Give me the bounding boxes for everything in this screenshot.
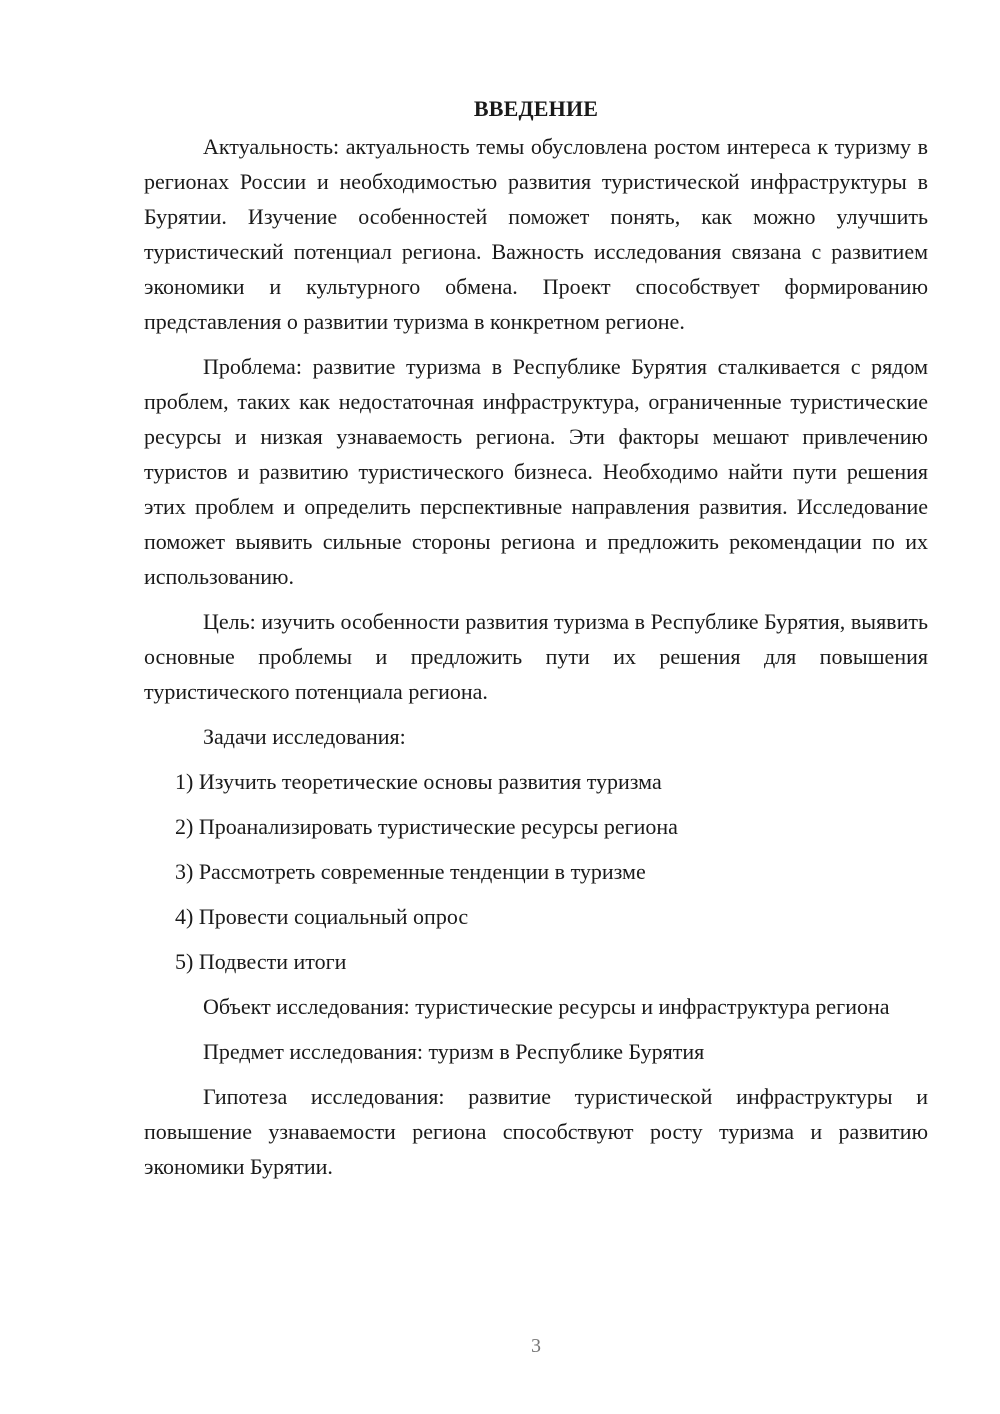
goal-paragraph: Цель: изучить особенности развития туризма в Республике Бурятия, выявить основные проблемы и предложить пути их решения для повышения туристического потенциала региона. bbox=[144, 609, 928, 704]
task-list bbox=[144, 764, 928, 979]
tasks-intro: Задачи исследования: bbox=[203, 724, 406, 749]
page-content bbox=[144, 92, 928, 1194]
task-item: 1) Изучить теоретические основы развития туризма bbox=[175, 769, 662, 794]
problem-paragraph: Проблема: развитие туризма в Республике Бурятия сталкивается с рядом проблем, таких как недостаточная инфраструктура, ограниченные туристические ресурсы и низкая узнаваемость региона. Эти факторы мешают привлечению туристов и развитию туристического бизнеса. Необходимо найти пути решения этих проблем и определить перспективные направления развития. Исследование поможет выявить сильные стороны региона и предложить рекомендации по их использованию. bbox=[144, 354, 928, 589]
task-item: 3) Рассмотреть современные тенденции в туризме bbox=[175, 859, 646, 884]
task-item: 4) Провести социальный опрос bbox=[175, 904, 469, 929]
section-heading: ВВЕДЕНИЕ bbox=[473, 96, 599, 121]
page-number: 3 bbox=[531, 1335, 541, 1357]
relevance-paragraph: Актуальность: актуальность темы обусловлена ростом интереса к туризму в регионах России и необходимостью развития туристической инфраструктуры в Бурятии. Изучение особенностей поможет понять, как можно улучшить туристический потенциал региона. Важность исследования связана с развитием экономики и культурного обмена. Проект способствует формированию представления о развитии туризма в конкретном регионе. bbox=[144, 134, 928, 334]
hypothesis-paragraph: Гипотеза исследования: развитие туристической инфраструктуры и повышение узнаваемости региона способствуют росту туризма и развитию экономики Бурятии. bbox=[144, 1084, 928, 1179]
task-item: 5) Подвести итоги bbox=[175, 949, 347, 974]
task-item: 2) Проанализировать туристические ресурсы региона bbox=[175, 814, 678, 839]
object-paragraph: Объект исследования: туристические ресурсы и инфраструктура региона bbox=[203, 994, 890, 1019]
subject-paragraph: Предмет исследования: туризм в Республике Бурятия bbox=[203, 1039, 705, 1064]
